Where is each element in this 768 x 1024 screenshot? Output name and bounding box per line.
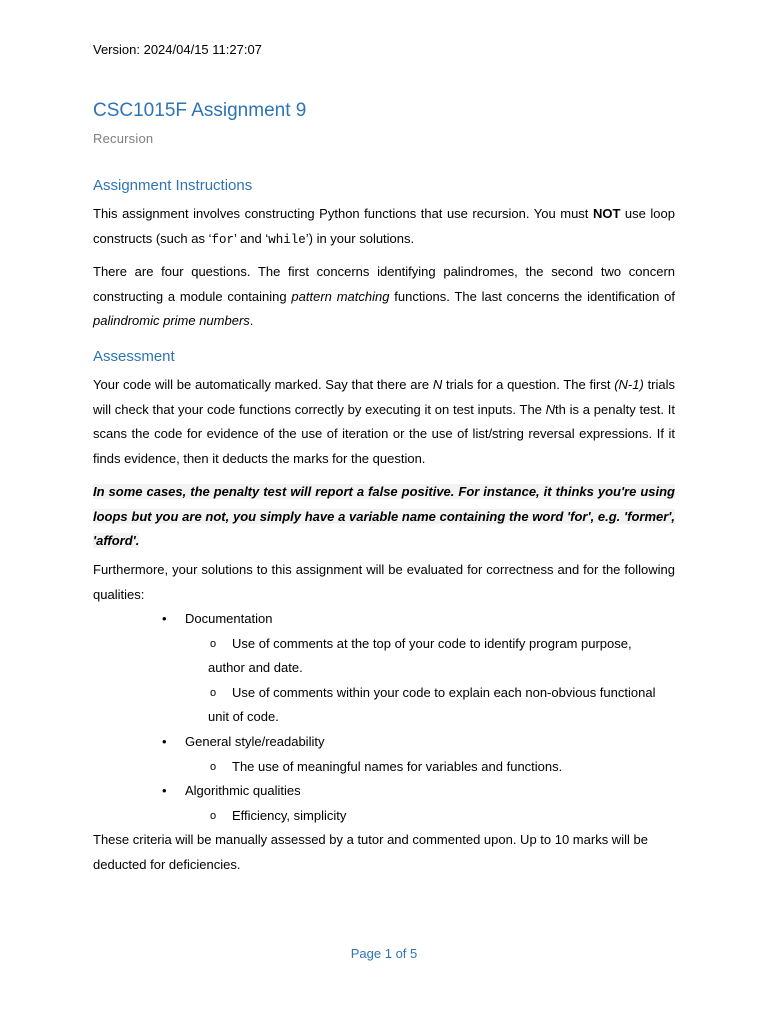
text-run: use loop constructs (such as ‘ [93,206,675,246]
paragraph-manual-assessment: These criteria will be manually assessed by a tutor and commented upon. Up to 10 marks will be deducted for deficiencies. [93,832,648,872]
list-item-label: General style/readability [185,733,325,749]
list-subitem [93,804,675,829]
highlighted-warning: In some cases, the penalty test will report a false positive. For instance, it thinks you're using loops but you are not, you simply have a variable name containing the word 'for', e.g. 'former', 'afford'. [93,484,675,549]
text-run: . [249,313,254,329]
penalty-warning-paragraph [93,480,675,554]
page-number: Page 1 of 5 [350,946,418,961]
list-item [93,730,675,755]
text-run: ’ and ‘ [234,230,269,246]
text-run: ’) in your solutions. [305,230,415,246]
bullet-icon: • [162,783,167,799]
paragraph-instructions-2 [93,260,675,334]
emphasis-n: N [432,377,443,392]
circle-bullet-icon: o [210,760,217,773]
paragraph-assessment-1 [93,373,675,471]
list-item-label: Algorithmic qualities [185,783,301,799]
circle-bullet-icon: o [210,809,217,822]
code-for: for [211,232,235,247]
text-run: functions. The last concerns the identification of [389,288,675,304]
emphasis-n: N [545,401,556,417]
document-subtitle: Recursion [93,131,154,146]
text-run: There are four questions. The first concerns identifying palindromes, the second two concern constructing a module containing [93,264,675,304]
text-run: trials will check that your code functions correctly by executing it on test inputs. The [93,377,676,417]
text-run: Your code will be automatically marked. Say that there are [93,377,433,392]
list-subitem [93,755,675,780]
emphasis-n-minus-1: (N-1) [614,377,644,392]
version-line: Version: 2024/04/15 11:27:07 [93,42,262,57]
circle-bullet-icon: o [210,686,217,699]
list-item-label: Documentation [185,611,273,626]
document-title: CSC1015F Assignment 9 [93,100,307,121]
emphasis-not: NOT [592,206,621,221]
list-item [93,607,675,632]
list-subitem-label: Use of comments within your code to explain each non-obvious functional unit of code. [208,684,656,725]
list-item [93,779,675,804]
text-run: This assignment involves constructing Python functions that use recursion. You must [93,206,593,221]
paragraph-qualities-intro: Furthermore, your solutions to this assignment will be evaluated for correctness and for the following qualities: [93,562,675,602]
text-run: th is a penalty test. It scans the code for evidence of the use of iteration or the use of list/string reversal expressions. If it finds evidence, then it deducts the marks for the question. [93,401,675,466]
bullet-icon: • [162,611,167,626]
paragraph-instructions-1 [93,202,675,252]
emphasis-pattern-matching: pattern matching [291,288,390,304]
heading-assessment: Assessment [93,348,175,365]
list-subitem-label: Efficiency, simplicity [232,807,347,823]
circle-bullet-icon: o [210,637,217,650]
emphasis-palindromic-primes: palindromic prime numbers [93,313,250,329]
list-subitem [93,632,675,681]
list-subitem-label: The use of meaningful names for variables and functions. [232,758,563,774]
list-subitem [93,681,675,730]
code-while: while [268,232,306,247]
text-run: trials for a question. The first [442,377,615,392]
qualities-list [93,607,675,828]
list-subitem-label: Use of comments at the top of your code to identify program purpose, author and date. [208,635,632,676]
heading-assignment-instructions: Assignment Instructions [93,177,253,194]
bullet-icon: • [162,733,167,749]
